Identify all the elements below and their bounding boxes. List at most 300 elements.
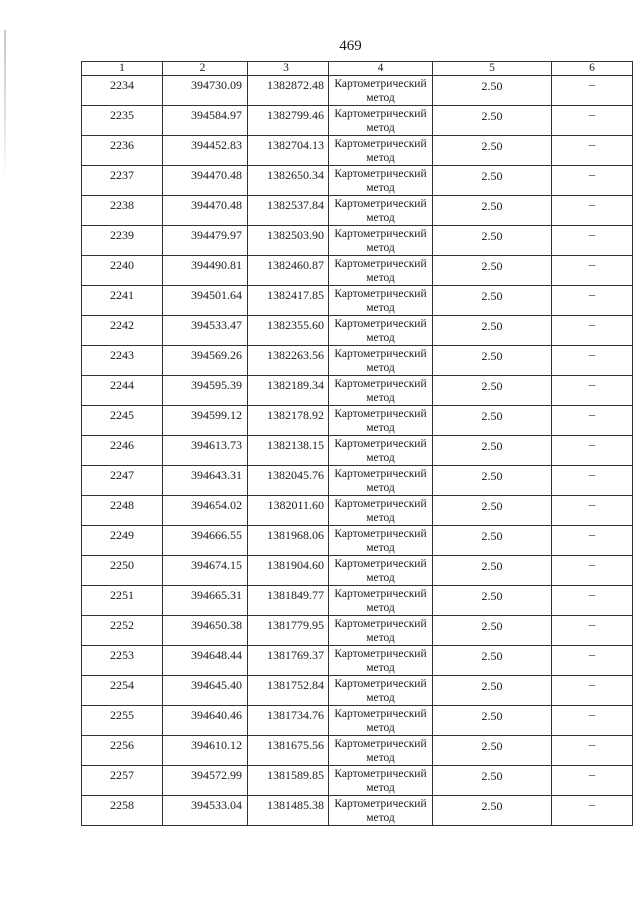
y-coordinate: 1381769.37 xyxy=(267,648,324,662)
method-line-1: Картометрический xyxy=(334,228,427,240)
x-coordinate-cell xyxy=(163,286,248,316)
y-coordinate: 1381734.76 xyxy=(267,708,324,722)
method-line-2: метод xyxy=(366,272,395,284)
point-number: 2238 xyxy=(110,198,134,212)
point-number: 2253 xyxy=(110,648,134,662)
point-number: 2242 xyxy=(110,318,134,332)
accuracy-value: 2.50 xyxy=(481,109,503,123)
table-row xyxy=(82,136,633,166)
point-number: 2241 xyxy=(110,288,134,302)
method-line-1: Картометрический xyxy=(334,438,427,450)
method-line-2: метод xyxy=(366,512,395,524)
method-line-2: метод xyxy=(366,392,395,404)
accuracy-cell xyxy=(433,796,552,826)
method-line-2: метод xyxy=(366,92,395,104)
method-line-2: метод xyxy=(366,212,395,224)
coordinates-table xyxy=(81,61,633,826)
method-line-2: метод xyxy=(366,242,395,254)
point-number: 2255 xyxy=(110,708,134,722)
method-line-1: Картометрический xyxy=(334,768,427,780)
note-dash: – xyxy=(589,227,595,241)
note-cell xyxy=(552,526,633,556)
note-dash: – xyxy=(589,287,595,301)
point-number-cell xyxy=(82,226,163,256)
method-cell xyxy=(329,406,433,436)
y-coordinate-cell xyxy=(248,376,329,406)
accuracy-cell xyxy=(433,556,552,586)
note-dash: – xyxy=(589,617,595,631)
method-line-1: Картометрический xyxy=(334,528,427,540)
method-line-1: Картометрический xyxy=(334,78,427,90)
method-cell xyxy=(329,676,433,706)
note-dash: – xyxy=(589,107,595,121)
method-line-1: Картометрический xyxy=(334,798,427,810)
method-line-2: метод xyxy=(366,122,395,134)
accuracy-cell xyxy=(433,766,552,796)
point-number-cell xyxy=(82,646,163,676)
point-number-cell xyxy=(82,676,163,706)
point-number-cell xyxy=(82,406,163,436)
y-coordinate: 1381485.38 xyxy=(267,798,324,812)
table-row xyxy=(82,466,633,496)
method-line-1: Картометрический xyxy=(334,288,427,300)
method-cell xyxy=(329,286,433,316)
column-header: 2 xyxy=(163,62,248,76)
y-coordinate-cell xyxy=(248,286,329,316)
y-coordinate-cell xyxy=(248,166,329,196)
point-number-cell xyxy=(82,196,163,226)
accuracy-value: 2.50 xyxy=(481,379,503,393)
x-coordinate: 394613.73 xyxy=(191,438,242,452)
note-dash: – xyxy=(589,137,595,151)
accuracy-value: 2.50 xyxy=(481,139,503,153)
note-dash: – xyxy=(589,647,595,661)
method-line-1: Картометрический xyxy=(334,108,427,120)
point-number: 2235 xyxy=(110,108,134,122)
y-coordinate-cell xyxy=(248,496,329,526)
y-coordinate: 1382704.13 xyxy=(267,138,324,152)
x-coordinate: 394674.15 xyxy=(191,558,242,572)
accuracy-value: 2.50 xyxy=(481,559,503,573)
x-coordinate: 394645.40 xyxy=(191,678,242,692)
y-coordinate-cell xyxy=(248,136,329,166)
note-dash: – xyxy=(589,317,595,331)
point-number-cell xyxy=(82,106,163,136)
x-coordinate-cell xyxy=(163,646,248,676)
x-coordinate-cell xyxy=(163,316,248,346)
accuracy-cell xyxy=(433,436,552,466)
note-dash: – xyxy=(589,497,595,511)
y-coordinate-cell xyxy=(248,796,329,826)
method-line-2: метод xyxy=(366,662,395,674)
point-number-cell xyxy=(82,286,163,316)
method-line-1: Картометрический xyxy=(334,618,427,630)
x-coordinate: 394730.09 xyxy=(191,78,242,92)
x-coordinate: 394595.39 xyxy=(191,378,242,392)
x-coordinate-cell xyxy=(163,586,248,616)
y-coordinate-cell xyxy=(248,106,329,136)
y-coordinate-cell xyxy=(248,586,329,616)
point-number-cell xyxy=(82,796,163,826)
x-coordinate-cell xyxy=(163,526,248,556)
note-dash: – xyxy=(589,797,595,811)
note-cell xyxy=(552,316,633,346)
accuracy-value: 2.50 xyxy=(481,649,503,663)
note-dash: – xyxy=(589,347,595,361)
x-coordinate: 394470.48 xyxy=(191,198,242,212)
table-row xyxy=(82,676,633,706)
y-coordinate-cell xyxy=(248,466,329,496)
y-coordinate-cell xyxy=(248,706,329,736)
accuracy-cell xyxy=(433,256,552,286)
x-coordinate: 394665.31 xyxy=(191,588,242,602)
y-coordinate-cell xyxy=(248,316,329,346)
method-line-1: Картометрический xyxy=(334,138,427,150)
method-line-2: метод xyxy=(366,332,395,344)
y-coordinate: 1382189.34 xyxy=(267,378,324,392)
x-coordinate-cell xyxy=(163,256,248,286)
y-coordinate: 1381968.06 xyxy=(267,528,324,542)
method-line-2: метод xyxy=(366,602,395,614)
table-row xyxy=(82,706,633,736)
x-coordinate-cell xyxy=(163,736,248,766)
column-header: 3 xyxy=(248,62,329,76)
accuracy-value: 2.50 xyxy=(481,169,503,183)
method-cell xyxy=(329,376,433,406)
point-number-cell xyxy=(82,586,163,616)
point-number-cell xyxy=(82,76,163,106)
note-dash: – xyxy=(589,527,595,541)
y-coordinate: 1381904.60 xyxy=(267,558,324,572)
accuracy-cell xyxy=(433,496,552,526)
point-number: 2246 xyxy=(110,438,134,452)
accuracy-cell xyxy=(433,76,552,106)
x-coordinate-cell xyxy=(163,676,248,706)
y-coordinate-cell xyxy=(248,406,329,436)
table-row xyxy=(82,76,633,106)
table-header-row xyxy=(82,62,633,76)
table-row xyxy=(82,766,633,796)
y-coordinate-cell xyxy=(248,766,329,796)
note-cell xyxy=(552,106,633,136)
y-coordinate: 1382650.34 xyxy=(267,168,324,182)
method-line-2: метод xyxy=(366,572,395,584)
point-number-cell xyxy=(82,466,163,496)
accuracy-cell xyxy=(433,526,552,556)
note-cell xyxy=(552,766,633,796)
point-number-cell xyxy=(82,736,163,766)
note-cell xyxy=(552,226,633,256)
x-coordinate-cell xyxy=(163,766,248,796)
x-coordinate: 394648.44 xyxy=(191,648,242,662)
point-number: 2248 xyxy=(110,498,134,512)
y-coordinate: 1381589.85 xyxy=(267,768,324,782)
y-coordinate: 1382178.92 xyxy=(267,408,324,422)
accuracy-cell xyxy=(433,346,552,376)
x-coordinate-cell xyxy=(163,166,248,196)
point-number-cell xyxy=(82,616,163,646)
method-cell xyxy=(329,616,433,646)
note-cell xyxy=(552,616,633,646)
point-number: 2256 xyxy=(110,738,134,752)
note-cell xyxy=(552,676,633,706)
x-coordinate: 394452.83 xyxy=(191,138,242,152)
method-line-2: метод xyxy=(366,752,395,764)
point-number: 2234 xyxy=(110,78,134,92)
method-cell xyxy=(329,316,433,346)
x-coordinate-cell xyxy=(163,796,248,826)
y-coordinate-cell xyxy=(248,616,329,646)
method-cell xyxy=(329,196,433,226)
note-cell xyxy=(552,166,633,196)
method-cell xyxy=(329,76,433,106)
x-coordinate: 394584.97 xyxy=(191,108,242,122)
method-cell xyxy=(329,736,433,766)
point-number: 2239 xyxy=(110,228,134,242)
method-line-2: метод xyxy=(366,422,395,434)
table-row xyxy=(82,556,633,586)
y-coordinate: 1382537.84 xyxy=(267,198,324,212)
note-cell xyxy=(552,436,633,466)
point-number: 2257 xyxy=(110,768,134,782)
accuracy-value: 2.50 xyxy=(481,469,503,483)
method-line-2: метод xyxy=(366,362,395,374)
method-line-1: Картометрический xyxy=(334,318,427,330)
method-line-2: метод xyxy=(366,182,395,194)
table-row xyxy=(82,376,633,406)
note-cell xyxy=(552,286,633,316)
x-coordinate-cell xyxy=(163,466,248,496)
method-line-1: Картометрический xyxy=(334,558,427,570)
note-dash: – xyxy=(589,587,595,601)
accuracy-cell xyxy=(433,316,552,346)
point-number: 2249 xyxy=(110,528,134,542)
method-line-2: метод xyxy=(366,452,395,464)
point-number-cell xyxy=(82,136,163,166)
method-cell xyxy=(329,766,433,796)
y-coordinate-cell xyxy=(248,256,329,286)
table-row xyxy=(82,586,633,616)
x-coordinate: 394569.26 xyxy=(191,348,242,362)
method-cell xyxy=(329,436,433,466)
note-cell xyxy=(552,706,633,736)
table-row xyxy=(82,496,633,526)
method-line-1: Картометрический xyxy=(334,708,427,720)
method-line-1: Картометрический xyxy=(334,168,427,180)
x-coordinate: 394533.04 xyxy=(191,798,242,812)
accuracy-value: 2.50 xyxy=(481,199,503,213)
accuracy-cell xyxy=(433,706,552,736)
x-coordinate-cell xyxy=(163,346,248,376)
note-dash: – xyxy=(589,407,595,421)
point-number: 2240 xyxy=(110,258,134,272)
point-number: 2250 xyxy=(110,558,134,572)
method-cell xyxy=(329,526,433,556)
point-number-cell xyxy=(82,256,163,286)
y-coordinate: 1382263.56 xyxy=(267,348,324,362)
method-line-2: метод xyxy=(366,152,395,164)
accuracy-cell xyxy=(433,406,552,436)
accuracy-cell xyxy=(433,736,552,766)
method-cell xyxy=(329,106,433,136)
method-cell xyxy=(329,226,433,256)
point-number: 2254 xyxy=(110,678,134,692)
table-row xyxy=(82,286,633,316)
x-coordinate-cell xyxy=(163,226,248,256)
method-cell xyxy=(329,706,433,736)
note-cell xyxy=(552,586,633,616)
y-coordinate: 1382011.60 xyxy=(267,498,324,512)
method-line-2: метод xyxy=(366,692,395,704)
y-coordinate: 1382872.48 xyxy=(267,78,324,92)
point-number: 2243 xyxy=(110,348,134,362)
x-coordinate-cell xyxy=(163,616,248,646)
note-dash: – xyxy=(589,77,595,91)
method-cell xyxy=(329,256,433,286)
method-cell xyxy=(329,496,433,526)
x-coordinate-cell xyxy=(163,406,248,436)
x-coordinate: 394501.64 xyxy=(191,288,242,302)
x-coordinate-cell xyxy=(163,496,248,526)
note-dash: – xyxy=(589,707,595,721)
method-line-2: метод xyxy=(366,632,395,644)
method-line-2: метод xyxy=(366,302,395,314)
y-coordinate: 1382355.60 xyxy=(267,318,324,332)
note-cell xyxy=(552,376,633,406)
note-dash: – xyxy=(589,197,595,211)
note-cell xyxy=(552,256,633,286)
method-line-1: Картометрический xyxy=(334,738,427,750)
method-line-1: Картометрический xyxy=(334,678,427,690)
method-cell xyxy=(329,136,433,166)
note-cell xyxy=(552,76,633,106)
note-dash: – xyxy=(589,737,595,751)
accuracy-value: 2.50 xyxy=(481,229,503,243)
x-coordinate: 394533.47 xyxy=(191,318,242,332)
note-dash: – xyxy=(589,767,595,781)
note-dash: – xyxy=(589,557,595,571)
x-coordinate-cell xyxy=(163,106,248,136)
accuracy-value: 2.50 xyxy=(481,709,503,723)
y-coordinate: 1382138.15 xyxy=(267,438,324,452)
accuracy-value: 2.50 xyxy=(481,739,503,753)
y-coordinate: 1381849.77 xyxy=(267,588,324,602)
y-coordinate-cell xyxy=(248,226,329,256)
x-coordinate: 394572.99 xyxy=(191,768,242,782)
y-coordinate: 1381752.84 xyxy=(267,678,324,692)
note-cell xyxy=(552,556,633,586)
table-row xyxy=(82,646,633,676)
point-number-cell xyxy=(82,556,163,586)
accuracy-value: 2.50 xyxy=(481,289,503,303)
x-coordinate-cell xyxy=(163,556,248,586)
point-number: 2251 xyxy=(110,588,134,602)
accuracy-cell xyxy=(433,196,552,226)
page-number: 469 xyxy=(339,38,362,54)
y-coordinate: 1382045.76 xyxy=(267,468,324,482)
method-line-2: метод xyxy=(366,482,395,494)
method-line-2: метод xyxy=(366,812,395,824)
note-cell xyxy=(552,136,633,166)
y-coordinate: 1382417.85 xyxy=(267,288,324,302)
method-cell xyxy=(329,646,433,676)
y-coordinate-cell xyxy=(248,436,329,466)
method-line-1: Картометрический xyxy=(334,378,427,390)
point-number-cell xyxy=(82,436,163,466)
table-row xyxy=(82,616,633,646)
method-line-1: Картометрический xyxy=(334,648,427,660)
accuracy-value: 2.50 xyxy=(481,79,503,93)
point-number-cell xyxy=(82,346,163,376)
x-coordinate: 394666.55 xyxy=(191,528,242,542)
accuracy-value: 2.50 xyxy=(481,439,503,453)
method-line-1: Картометрический xyxy=(334,198,427,210)
point-number-cell xyxy=(82,706,163,736)
note-cell xyxy=(552,466,633,496)
point-number: 2245 xyxy=(110,408,134,422)
column-header: 5 xyxy=(433,62,552,76)
table-row xyxy=(82,316,633,346)
method-line-1: Картометрический xyxy=(334,348,427,360)
method-cell xyxy=(329,466,433,496)
x-coordinate: 394490.81 xyxy=(191,258,242,272)
column-header: 6 xyxy=(552,62,633,76)
method-cell xyxy=(329,166,433,196)
accuracy-cell xyxy=(433,646,552,676)
table-row xyxy=(82,166,633,196)
y-coordinate-cell xyxy=(248,76,329,106)
method-cell xyxy=(329,346,433,376)
method-line-2: метод xyxy=(366,542,395,554)
method-line-2: метод xyxy=(366,782,395,794)
point-number-cell xyxy=(82,316,163,346)
accuracy-cell xyxy=(433,136,552,166)
note-cell xyxy=(552,796,633,826)
table-row xyxy=(82,796,633,826)
x-coordinate-cell xyxy=(163,706,248,736)
method-cell xyxy=(329,586,433,616)
x-coordinate: 394640.46 xyxy=(191,708,242,722)
accuracy-cell xyxy=(433,286,552,316)
point-number: 2258 xyxy=(110,798,134,812)
y-coordinate: 1382799.46 xyxy=(267,108,324,122)
accuracy-value: 2.50 xyxy=(481,619,503,633)
x-coordinate: 394479.97 xyxy=(191,228,242,242)
accuracy-value: 2.50 xyxy=(481,769,503,783)
table-row xyxy=(82,436,633,466)
accuracy-value: 2.50 xyxy=(481,349,503,363)
x-coordinate-cell xyxy=(163,376,248,406)
method-cell xyxy=(329,796,433,826)
note-dash: – xyxy=(589,257,595,271)
x-coordinate: 394599.12 xyxy=(191,408,242,422)
accuracy-cell xyxy=(433,616,552,646)
x-coordinate-cell xyxy=(163,196,248,226)
accuracy-value: 2.50 xyxy=(481,259,503,273)
note-dash: – xyxy=(589,437,595,451)
table-row xyxy=(82,226,633,256)
x-coordinate: 394643.31 xyxy=(191,468,242,482)
point-number: 2236 xyxy=(110,138,134,152)
point-number-cell xyxy=(82,166,163,196)
y-coordinate-cell xyxy=(248,676,329,706)
accuracy-cell xyxy=(433,106,552,136)
table-row xyxy=(82,346,633,376)
y-coordinate: 1381675.56 xyxy=(267,738,324,752)
y-coordinate-cell xyxy=(248,526,329,556)
point-number: 2237 xyxy=(110,168,134,182)
table-row xyxy=(82,256,633,286)
